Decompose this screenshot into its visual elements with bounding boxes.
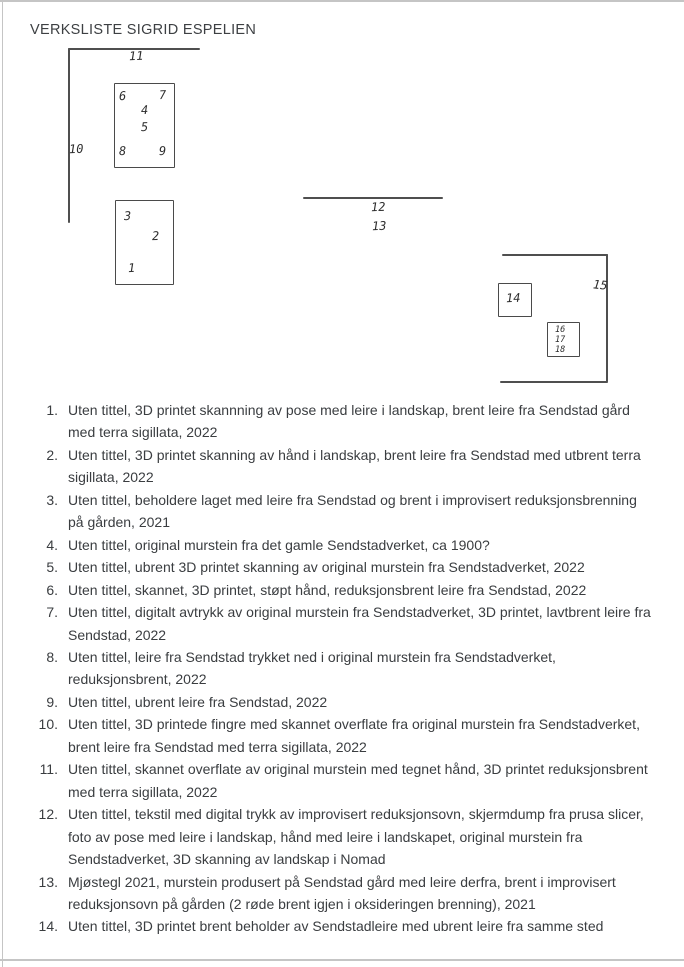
list-item [30, 803, 656, 870]
list-item-text: Uten tittel, 3D printet skannning av pose med leire i landskap, brent leire fra Sendstad gård med terra sigillata, 2022 [68, 402, 630, 441]
sketch-wall-middle-line [303, 197, 443, 199]
sketch-label-8: 8 [118, 143, 127, 159]
list-item-text: Uten tittel, skannet, 3D printet, støpt hånd, reduksjonsbrent leire fra Sendstad, 2022 [68, 581, 587, 598]
sketch-label-13: 13 [371, 218, 387, 234]
list-item-text: Uten tittel, skannet overflate av original murstein med tegnet hånd, 3D printet reduksjonsbrent med terra sigillata, 2022 [68, 761, 648, 800]
list-item-text: Uten tittel, ubrent 3D printet skanning av original murstein fra Sendstadverket, 2022 [68, 559, 585, 576]
list-item-number: 7. [46, 604, 58, 621]
sketch-label-1: 1 [127, 260, 136, 276]
list-item-text: Uten tittel, 3D printet skanning av hånd i landskap, brent leire fra Sendstad med utbrent terra sigillata, 2022 [68, 446, 641, 486]
list-item [30, 399, 656, 444]
sketch-label-12: 12 [370, 199, 386, 215]
page-bottom-border [0, 959, 684, 961]
list-item-text: Uten tittel, original murstein fra det gamle Sendstadverket, ca 1900? [68, 536, 490, 553]
list-item-number: 10. [38, 716, 58, 733]
sketch-label-9: 9 [158, 143, 167, 159]
list-item-number: 5. [46, 559, 58, 576]
list-item [30, 556, 656, 578]
list-item-number: 6. [46, 581, 58, 598]
list-item-number: 11. [39, 761, 58, 778]
list-item-number: 2. [46, 446, 58, 463]
list-item-text: Uten tittel, tekstil med digital trykk av improvisert reduksjonsovn, skjermdump fra prusa slicer, foto av pose med leire i landskap, hånd med leire i landskapet, original murstein fra Sendstadverket, 3D skanning av landskap i Nomad [68, 806, 644, 868]
list-item-number: 9. [46, 693, 58, 710]
sketch-label-5: 5 [140, 119, 149, 135]
list-item [30, 646, 656, 691]
sketch-label-3: 3 [123, 208, 132, 224]
sketch-label-17: 17 [555, 335, 566, 345]
sketch-label-11: 11 [128, 48, 144, 64]
sketch-label-18: 18 [555, 345, 566, 355]
installation-sketch [0, 0, 684, 400]
list-item-number: 4. [46, 536, 58, 553]
sketch-room-right-line [606, 254, 608, 382]
sketch-label-14: 14 [505, 290, 521, 306]
sketch-label-2: 2 [151, 228, 160, 244]
list-item-text: Uten tittel, 3D printede fingre med skannet overflate fra original murstein fra Sendstadverket, brent leire fra Sendstad med terra sigillata, 2022 [68, 716, 640, 755]
list-item-number: 1. [46, 402, 58, 418]
sketch-label-6: 6 [118, 88, 127, 104]
list-item [30, 601, 656, 646]
list-item-text: Mjøstegl 2021, murstein produsert på Sendstad gård med leire derfra, brent i improvisert reduksjonsovn på gården (2 røde brent igjen i oksideringen brenning), 2021 [68, 873, 616, 912]
list-item [30, 871, 656, 916]
list-item [30, 579, 656, 601]
list-item-number: 8. [46, 648, 58, 665]
sketch-label-10: 10 [68, 141, 84, 157]
list-item [30, 758, 656, 803]
sketch-label-16: 16 [555, 325, 566, 335]
page-title: VERKSLISTE SIGRID ESPELIEN [30, 22, 257, 38]
sketch-label-7: 7 [158, 87, 167, 103]
list-item [30, 444, 656, 489]
list-item-number: 3. [46, 491, 58, 508]
list-item-text: Uten tittel, 3D printet brent beholder av Sendstadleire med ubrent leire fra samme sted [68, 918, 604, 935]
works-list [30, 399, 656, 938]
sketch-label-4: 4 [140, 102, 149, 118]
sketch-room-top-line [502, 254, 608, 256]
list-item [30, 691, 656, 713]
sketch-label-15: 15 [592, 277, 609, 293]
list-item-number: 12. [38, 806, 58, 823]
list-item-text: Uten tittel, ubrent leire fra Sendstad, 2022 [68, 693, 328, 710]
list-item-number: 14. [38, 918, 58, 935]
list-item-text: Uten tittel, digitalt avtrykk av original murstein fra Sendstadverket, 3D printet, lavtbrent leire fra Sendstad, 2022 [68, 604, 651, 643]
list-item [30, 489, 656, 534]
sketch-wall-left-line [68, 48, 70, 223]
list-item [30, 534, 656, 556]
list-item-text: Uten tittel, beholdere laget med leire fra Sendstad og brent i improvisert reduksjonsbrenning på gården, 2021 [68, 491, 637, 531]
list-item [30, 713, 656, 758]
sketch-room-bottom-line [500, 381, 608, 383]
list-item-text: Uten tittel, leire fra Sendstad trykket ned i original murstein fra Sendstadverket, reduksjonsbrent, 2022 [68, 648, 556, 688]
list-item [30, 915, 656, 937]
list-item-number: 13. [38, 873, 58, 890]
